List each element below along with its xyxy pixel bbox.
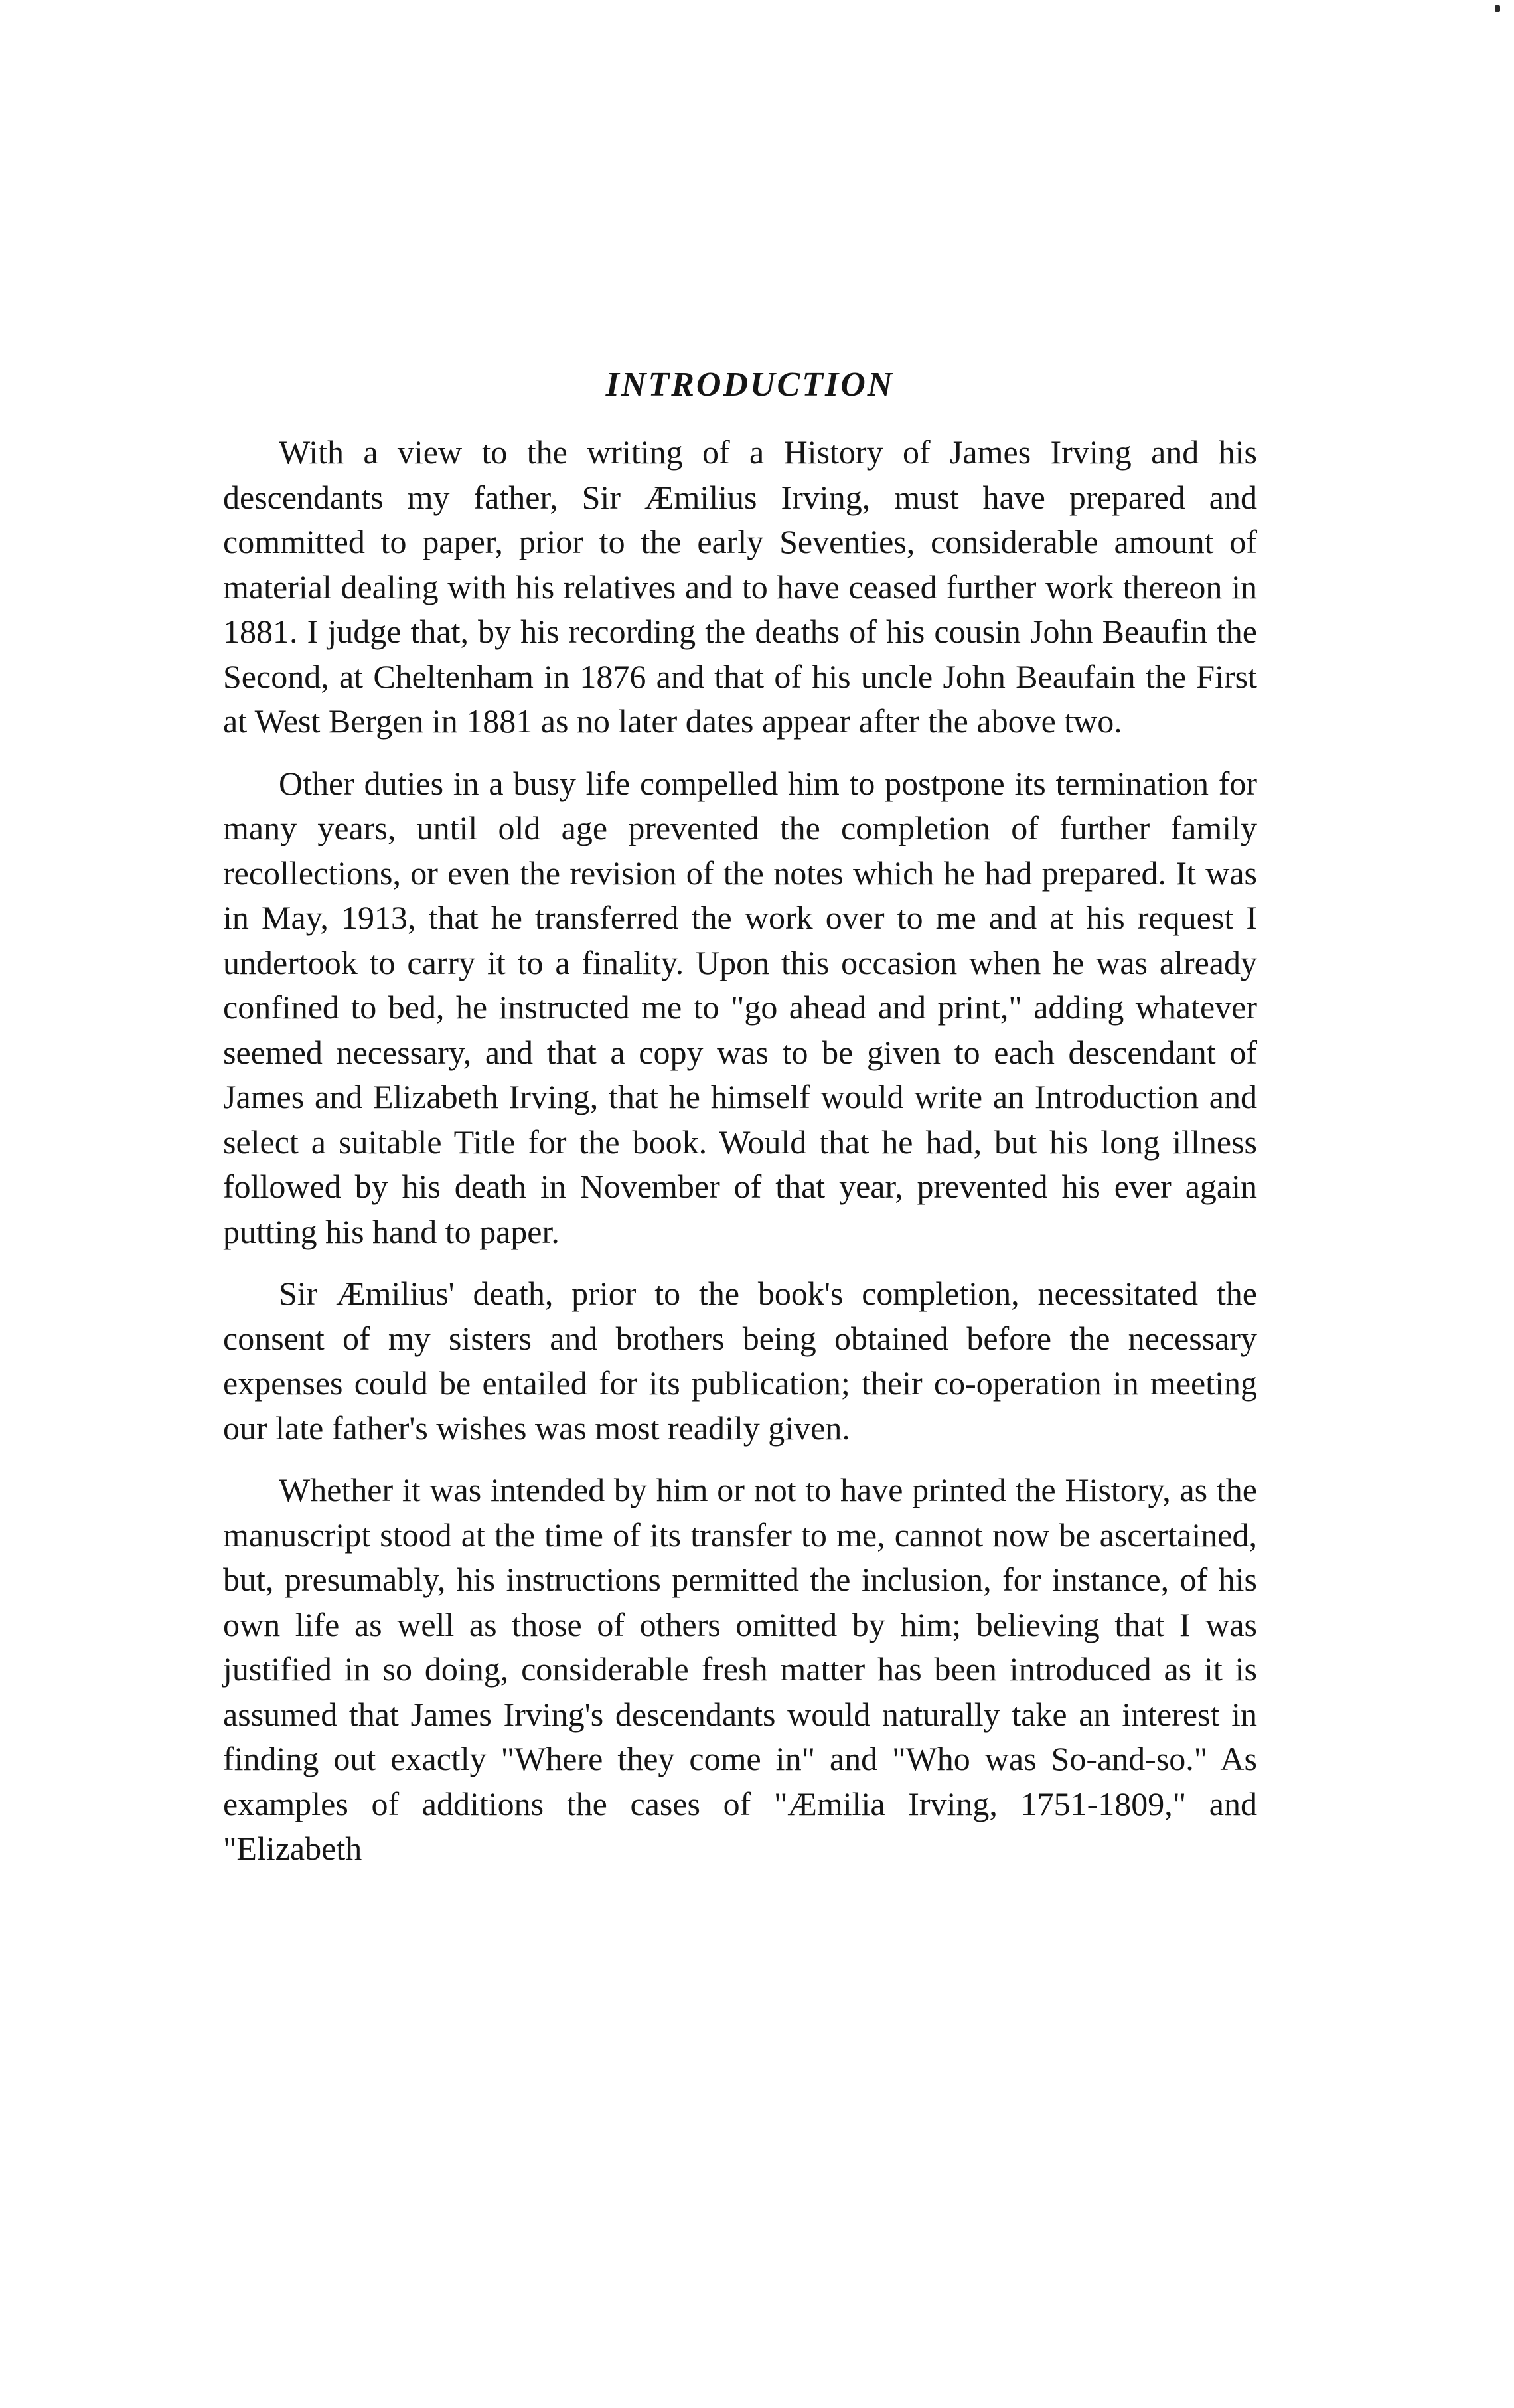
text-block	[223, 359, 1257, 1889]
paragraph-2: Other duties in a busy life compelled him to postpone its termination for many years, until old age prevented the completion of further family recollections, or even the revision of the notes which he had prepared. It was in May, 1913, that he transferred the work over to me and at his request I undertook to carry it to a finality. Upon this occasion when he was already confined to bed, he instructed me to "go ahead and print," adding whatever seemed necessary, and that a copy was to be given to each descendant of James and Elizabeth Irving, that he himself would write an Introduction and select a suitable Title for the book. Would that he had, but his long illness followed by his death in November of that year, prevented his ever again putting his hand to paper.	[223, 764, 1257, 1250]
page-title: INTRODUCTION	[605, 366, 895, 404]
paragraph-1: With a view to the writing of a History of James Irving and his descendants my father, Sir Æmilius Irving, must have prepared and committed to paper, prior to the early Seventies, considerable amount of material dealing with his relatives and to have ceased further work thereon in 1881. I judge that, by his recording the deaths of his cousin John Beaufin the Second, at Cheltenham in 1876 and that of his uncle John Beaufain the First at West Bergen in 1881 as no later dates appear after the above two.	[223, 434, 1257, 740]
corner-mark	[1495, 5, 1500, 12]
paragraph-3: Sir Æmilius' death, prior to the book's completion, necessitated the consent of my sisters and brothers being obtained before the necessary expenses could be entailed for its publication; their co-operation in meeting our late father's wishes was most readily given.	[223, 1275, 1257, 1447]
paragraph-4: Whether it was intended by him or not to have printed the History, as the manuscript stood at the time of its transfer to me, cannot now be ascertained, but, presumably, his instructions permitted the inclusion, for instance, of his own life as well as those of others omitted by him; believing that I was justified in so doing, considerable fresh matter has been introduced as it is assumed that James Irving's descendants would naturally take an interest in finding out exactly "Where they come in" and "Who was So-and-so." As examples of additions the cases of "Æmilia Irving, 1751-1809," and "Elizabeth	[223, 1471, 1257, 1867]
